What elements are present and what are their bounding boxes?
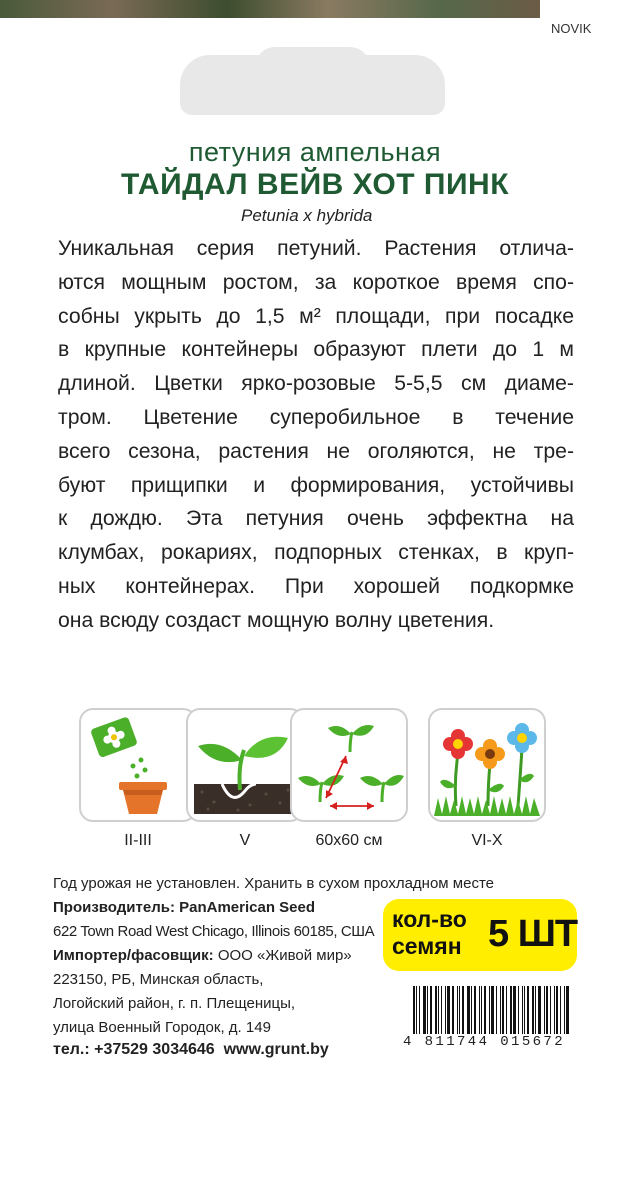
barcode — [413, 986, 575, 1034]
seed-quantity-caption — [392, 906, 467, 960]
barcode-digits: 4 811744 015672 — [403, 1034, 566, 1050]
barcode-bar — [413, 986, 415, 1034]
barcode-bar — [481, 986, 482, 1034]
barcode-bar — [479, 986, 480, 1034]
importer-name: ООО «Живой мир» — [217, 947, 352, 964]
producer-line — [53, 899, 315, 916]
barcode-bar — [430, 986, 432, 1034]
barcode-bar — [566, 986, 569, 1034]
barcode-bar — [538, 986, 541, 1034]
description-line: клумбах, рокариях, подпорных стенках, в круп- — [58, 541, 574, 565]
description-line: всего сезона, растения не оголяются, не тре- — [58, 439, 574, 463]
barcode-bar — [467, 986, 470, 1034]
seed-quantity-line1: кол-во — [392, 906, 467, 932]
barcode-bar — [556, 986, 558, 1034]
importer-address-1: 223150, РБ, Минская область, — [53, 971, 264, 988]
description-line: она всюду создаст мощную волну цветения. — [58, 608, 495, 632]
barcode-bar — [544, 986, 545, 1034]
importer-label: Импортер/фасовщик: — [53, 947, 214, 964]
description-line: в крупные контейнеры образуют плети до 1 м — [58, 338, 574, 362]
barcode-bar — [546, 986, 548, 1034]
barcode-bar — [423, 986, 426, 1034]
barcode-bar — [550, 986, 551, 1034]
barcode-bar — [506, 986, 507, 1034]
description-line: ных контейнерах. При хорошей подкормке — [58, 574, 574, 598]
seed-quantity-value: 5 ШТ — [488, 913, 578, 955]
flowering-period-label: VI-X — [471, 832, 503, 849]
producer-name: PanAmerican Seed — [179, 899, 316, 916]
seedling-period-label: V — [239, 832, 251, 849]
description-line: ются мощным ростом, за короткое время спо- — [58, 270, 574, 294]
description — [58, 232, 574, 638]
barcode-bar — [459, 986, 460, 1034]
barcode-bar — [522, 986, 523, 1034]
description-line: длиной. Цветки ярко-розовые 5-5,5 см диаме- — [58, 372, 574, 396]
barcode-bar — [419, 986, 420, 1034]
seedling-icon — [186, 708, 304, 822]
importer-address-2: Логойский район, г. п. Плещеницы, — [53, 995, 296, 1012]
product-subtitle: петуния ампельная — [188, 137, 442, 167]
barcode-bar — [524, 986, 525, 1034]
spacing-label: 60x60 см — [315, 832, 383, 849]
seed-quantity-line2: семян — [392, 933, 462, 959]
barcode-bar — [491, 986, 494, 1034]
description-line: буют прищипки и формирования, устойчивы — [58, 473, 574, 497]
latin-name: Petunia x hybrida — [241, 206, 373, 225]
barcode-bar — [427, 986, 428, 1034]
producer-address: 622 Town Road West Chicago, Illinois 60185, США — [53, 923, 375, 940]
hang-tab — [180, 55, 445, 115]
barcode-bar — [484, 986, 486, 1034]
barcode-bar — [474, 986, 476, 1034]
importer-line — [53, 947, 352, 964]
barcode-bar — [535, 986, 536, 1034]
product-title: ТАЙДАЛ ВЕЙВ ХОТ ПИНК — [120, 168, 510, 201]
barcode-bar — [554, 986, 555, 1034]
barcode-bar — [452, 986, 454, 1034]
barcode-bar — [445, 986, 446, 1034]
barcode-bar — [513, 986, 516, 1034]
barcode-bar — [416, 986, 417, 1034]
barcode-bar — [532, 986, 534, 1034]
barcode-bar — [489, 986, 490, 1034]
barcode-bar — [457, 986, 458, 1034]
barcode-bar — [518, 986, 519, 1034]
description-line: к дождю. Эта петуния очень эффектна на — [58, 507, 574, 531]
barcode-bar — [527, 986, 529, 1034]
sowing-pot-icon — [79, 708, 197, 822]
spacing-icon — [290, 708, 408, 822]
barcode-bar — [441, 986, 442, 1034]
barcode-bar — [435, 986, 437, 1034]
barcode-bar — [496, 986, 497, 1034]
barcode-bar — [510, 986, 512, 1034]
barcode-bar — [502, 986, 504, 1034]
barcode-bar — [500, 986, 501, 1034]
flowers-icon — [428, 708, 546, 822]
harvest-storage-note: Год урожая не установлен. Хранить в сухом прохладном месте — [53, 875, 494, 892]
importer-address-3: улица Военный Городок, д. 149 — [53, 1019, 271, 1036]
barcode-bar — [471, 986, 472, 1034]
barcode-bar — [564, 986, 565, 1034]
barcode-bar — [438, 986, 439, 1034]
barcode-bar — [560, 986, 561, 1034]
contact-line: тел.: +37529 3034646 www.grunt.by — [53, 1041, 329, 1058]
barcode-bar — [447, 986, 450, 1034]
barcode-bar — [462, 986, 464, 1034]
sowing-period-label: II-III — [124, 832, 152, 849]
description-line: тром. Цветение суперобильное в течение — [58, 405, 574, 429]
description-line: собны укрыть до 1,5 м² площади, при посадке — [58, 304, 574, 328]
producer-label: Производитель: — [53, 899, 175, 916]
brand-name: NOVIK — [551, 21, 592, 36]
description-line: Уникальная серия петуний. Растения отлича- — [58, 237, 574, 260]
